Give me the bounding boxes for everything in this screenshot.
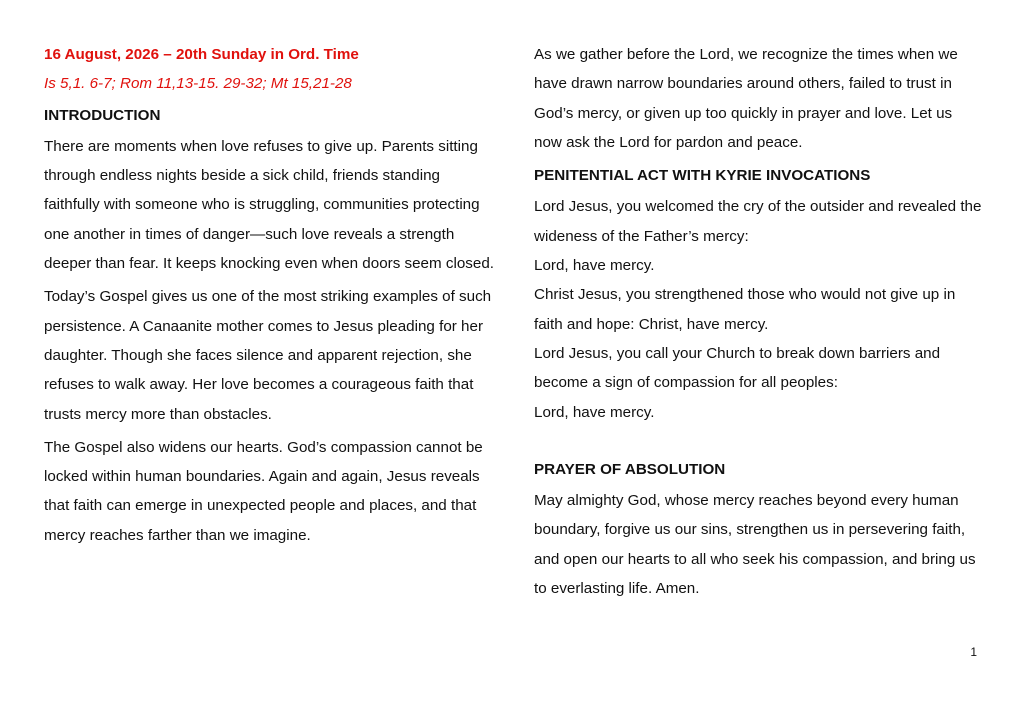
intro-paragraph: The Gospel also widens our hearts. God’s compassion cannot be locked within human boundaries. Again and again, Jesus reveals that faith can emerge in unexpected people and places, and that mercy reaches farther than we imagine. xyxy=(44,438,483,544)
penitential-act-heading: PENITENTIAL ACT WITH KYRIE INVOCATIONS xyxy=(534,167,871,185)
kyrie-invocation: Christ Jesus, you strengthened those who would not give up in faith and hope: Christ, have mercy. xyxy=(534,286,956,333)
introduction-heading: INTRODUCTION xyxy=(44,106,161,124)
section-spacer xyxy=(534,427,982,455)
left-column xyxy=(44,40,494,554)
absolution-paragraph: May almighty God, whose mercy reaches beyond every human boundary, forgive us our sins, strengthen us in persevering faith, and open our hearts to all who seek his compassion, and bring us to everlasting life. Amen. xyxy=(534,492,976,598)
liturgical-date: 16 August, 2026 – 20th Sunday in Ord. Time xyxy=(44,46,359,63)
opening-paragraph: As we gather before the Lord, we recognize the times when we have drawn narrow boundaries around others, failed to trust in God’s mercy, or given up too quickly in prayer and love. Let us now ask the Lord for pardon and peace. xyxy=(534,46,958,151)
kyrie-invocation: Lord Jesus, you call your Church to break down barriers and become a sign of compassion for all peoples: xyxy=(534,344,941,392)
intro-paragraph: There are moments when love refuses to give up. Parents sitting through endless nights beside a sick child, friends standing faithfully with someone who is struggling, communities protecting one another in times of danger—such love reveals a strength deeper than fear. It keeps knocking even when doors seem closed. xyxy=(44,137,494,273)
intro-paragraph: Today’s Gospel gives us one of the most striking examples of such persistence. A Canaanite mother comes to Jesus pleading for her daughter. Though she faces silence and apparent rejection, she refuses to walk away. Her love becomes a courageous faith that trusts mercy more than obstacles. xyxy=(44,288,492,423)
kyrie-invocation: Lord Jesus, you welcomed the cry of the outsider and revealed the wideness of the Father’s mercy: xyxy=(534,198,982,245)
right-column xyxy=(534,40,982,607)
absolution-heading: PRAYER OF ABSOLUTION xyxy=(534,460,726,478)
scripture-readings: Is 5,1. 6-7; Rom 11,13-15. 29-32; Mt 15,21-28 xyxy=(44,75,352,93)
kyrie-response: Lord, have mercy. xyxy=(534,257,655,275)
kyrie-response: Lord, have mercy. xyxy=(534,403,655,421)
page-number: 1 xyxy=(970,645,977,659)
